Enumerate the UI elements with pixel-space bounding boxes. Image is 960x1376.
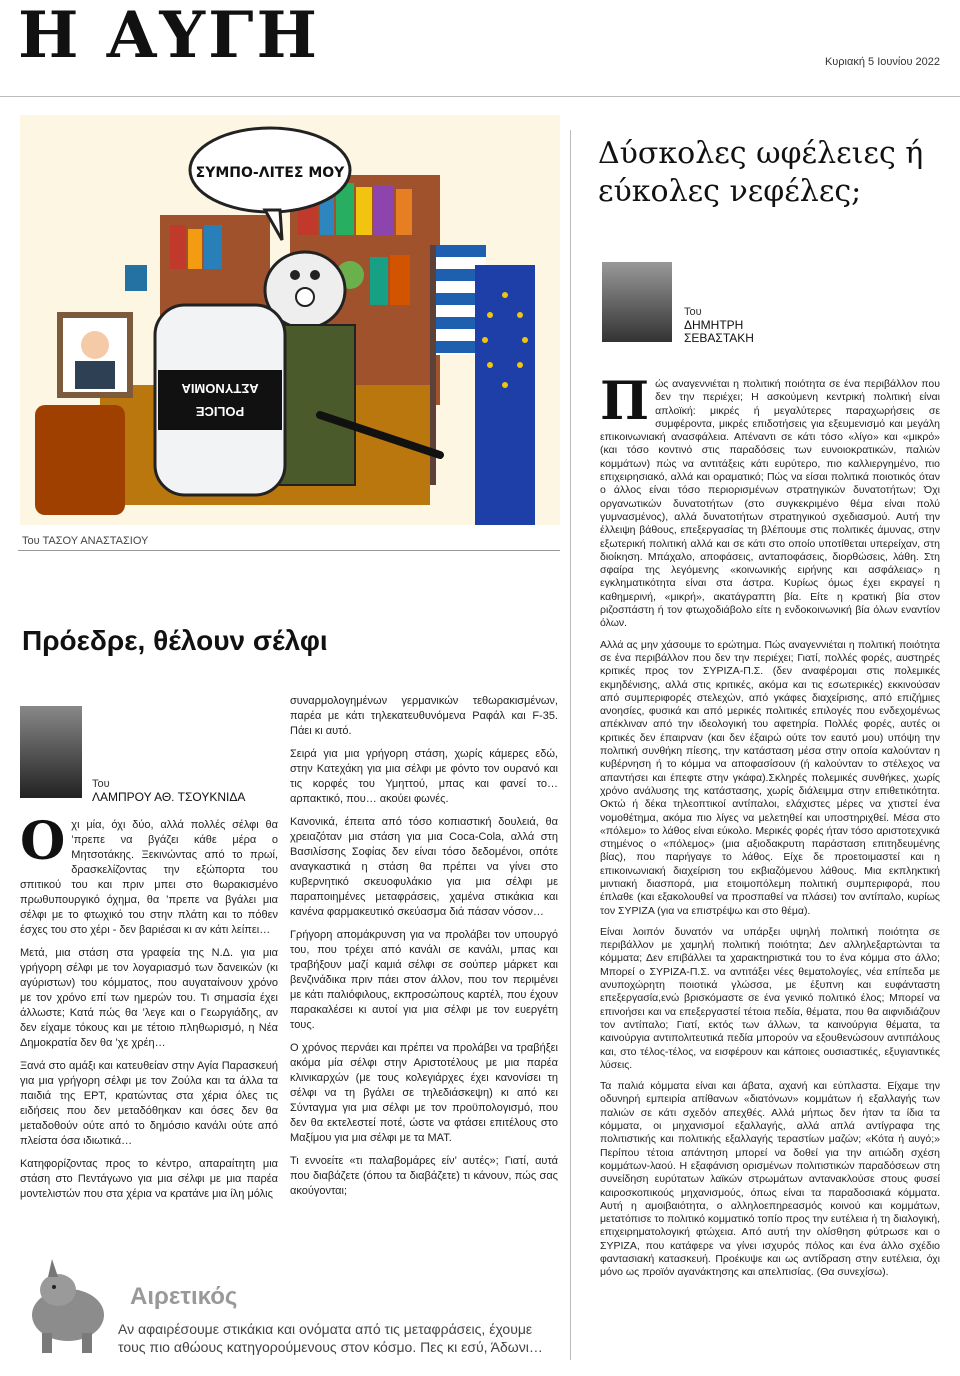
left-paragraph-1: Οχι μία, όχι δύο, αλλά πολλές σέλφι θα ’πρεπε να βγάζει κάθε μέρα ο Μητσοτάκης. Ξεκινώντας από το πρωί, δρασκελίζοντας την εξώπορτα του σπιτικού του και πριν μπει στο θωρακισμένο πρωθυπουργικό όχημα, θα ’πρεπε να βγάλει μια σέλφι με το φτωχικό του στην πλάτη και το πόθεν έσχες του στο χέρι - δεν βαριέσαι κι αν κάτι λείπει…	[20, 811, 278, 936]
left-paragraph-7: Κανονικά, έπειτα από τόσο κοπιαστική δουλειά, θα χρειαζόταν μια στάση για μια Coca-Cola, αλλά στη Βασιλίσσης Σοφίας δεν είναι τόσο δεδομένοι, οπότε αναγκαστικά η στάση θα πρέπει να γίνει στο κυβερνητικό σκευοφυλάκιο για μια σέλφι με παραποιημένες μεταφράσεις, χαμένα στικάκια και κανένα φαρμακευτικό σκεύασμα διά πάσαν νόσον…	[290, 816, 558, 918]
rhino-icon	[18, 1255, 114, 1355]
left-paragraph-8: Γρήγορη απομάκρυνση για να προλάβει τον υπουργό του, που τρέχει από κανάλι σε κανάλι, μπας και τραβήξουν μαζί καμιά σέλφι σε σούπερ μάρκετ και βενζινάδικα πριν πάει στον άλλον, που τον περιμένει με κάτι παλιόφιλους, εκπροσώπους καρτέλ, που έχουν παρακαλέσει κι αυτοί για μια σέλφι με τον ευεργέτη τους.	[290, 929, 558, 1031]
eu-flag	[475, 265, 535, 525]
armchair	[35, 405, 125, 515]
left-paragraph-5: συναρμολογημένων γερμανικών τεθωρακισμένων, παρέα με κάτι τηλεκατευθυνόμενα Ραφάλ και F-35. Πάει κι αυτό.	[290, 695, 558, 737]
author-photo-sevastakis	[602, 262, 672, 342]
police-shield	[155, 305, 285, 495]
drop-cap: Ο	[20, 811, 66, 872]
left-article-headline: Πρόεδρε, θέλουν σέλφι	[22, 625, 328, 656]
left-paragraph-4: Κατηφορίζοντας προς το κέντρο, απαραίτητη μια στάση στο Πεντάγωνο για μια σέλφι με μια παρέα μοντελιστών που στα χέρια να κρατάνε μια ίλη μόλις	[20, 1158, 278, 1200]
shield-text-police: POLICE	[195, 404, 245, 419]
shield-text-astynomia: ΑΣΤΥΝΟΜΙΑ	[181, 381, 259, 396]
masthead-divider	[0, 96, 960, 97]
mug	[125, 265, 147, 291]
right-paragraph-3: Είναι λοιπόν δυνατόν να υπάρξει υψηλή πολιτική ποιότητα σε περιβάλλον με χαμηλή πολιτική ποιότητα; Δεν αλληλεξαρτώνται τα κόμματα; Δεν επιβάλλει τα χαρακτηριστικά του το ένα κόμμα στο άλλο; Μπορεί ο ΣΥΡΙΖΑ-Π.Σ. να αντιτάξει νέες θεματολογίες, νέα επίπεδα με ανυποχώρητη ποιοτικά γλώσσα, με έξυπνη και ευφάνταστη επεξεργασία,ενώ βρισκόμαστε σε ένα γενικό πολιτικό έλος; Μπορεί να επινοήσει και να επεξεργαστεί τέτοια πεδία, θέματα, που θα αιφνιδιάζουν τον αντίπαλο; Γιατί, εκτός των άλλων, τα καινούργια θέματα, τα καινούργια αντιπολιτευτικά πεδία μπορούν να εξουθενώσουν αντιπάλους και, στο τέλος-τέλος, να εισφέρουν και κάποιες ουσιαστικές, εξυγιαντικές λύσεις.	[600, 925, 940, 1071]
speech-bubble-text: ΣΥΜΠΟ-ΛΙΤΕΣ ΜΟΥ	[195, 165, 345, 181]
right-paragraph-1: Πώς αναγεννιέται η πολιτική ποιότητα σε ένα περιβάλλον που δεν την περιέχει; Η ασκούμενη κεντρική πολιτική είναι απλοϊκή: μικρές ή μεγαλύτερες παραχωρήσεις σε συμφέροντα, μικρές επιδοτήσεις για εξευμενισμό και μεγάλη επικοινωνιακή ανασφάλεια. Απέναντι σε κάτι τόσο «λίγο» και «μικρό» (και τόσο κοντινό στις παραδόσεις των ευνοιοκρατικών, παλιών κομμάτων) πώς να αντιτάξεις κάτι ευρύτερο, πιο καλλιεργημένο, πιο επιχειρησιακό, αλλά και οραματικό; Πώς να είσαι πολιτικά ποιοτικός όταν ο άλλος είναι τόσο περιορισμένων στρατηγικών δυνατοτήτων; Όχι οργανωτικών δυνατοτήτων (στο συγκεκριμένο θέμα είναι πολύ γυμνασμένος), αλλά δυνατοτήτων στρατηγικού σχεδιασμού. Αυτή την έλλειψη βάθους, επεξεργασίας τη βλέπουμε στις πολιτικές άμυνας, στην εξωτερική πολιτική αλλά και σε κάτι στο οποίο υποτίθεται υπερείχαν, στη διοίκηση. Μπάχαλο, αποφάσεις, ανταποφάσεις, διορθώσεις, λάθη. Στη σφαίρα της λεγόμενης «κοινωνικής ειρήνης και ασφάλειας» η εγκληματικότητα είναι στα άστρα. Κυρίως όμως έχει εκραγεί η καθημερινή, «μικρή», ακατάγραπτη βία. Είτε η κρατική βία στον ριζοσπάστη ή τον φτωχοδιάβολο είτε η ενδοκοινωνική βία όλων εναντίον όλων.	[600, 371, 940, 630]
political-cartoon	[20, 115, 560, 525]
right-article-headline	[598, 135, 923, 211]
section-divider	[18, 550, 560, 551]
column-divider	[570, 130, 571, 1360]
sidebar-title: Αιρετικός	[130, 1283, 238, 1310]
right-paragraph-4: Τα παλιά κόμματα είναι και άβατα, αχανή και εύπλαστα. Είχαμε την οδυνηρή εμπειρία απίθανων «διατόνων» κομμάτων ή εξαλλαγής των παλιών σε κάτι σχεδόν απεχθές. Αλλά μήπως δεν ήταν τα ίδια τα κόμματα, οι μηχανισμοί εξαλλαγής, αλλά απλά αντίγραφα της πολιτιστικής και πολιτικής εξαλλαγής τεραστίων μαζών; «Κότα ή αυγό;» Περίπου τέτοια απάντηση μπορεί να δοθεί για την αιτιώδη σχέση κομμάτων-λαού. Η εξαφάνιση ορισμένων πολιτιστικών παραδόσεων στη συνείδηση ευρύτατων λαϊκών στρωμάτων αντανακλούσε στους φυσεί καιροσκοπικούς μηχανισμούς, όπως είναι τα παραδοσιακά κόμματα. Αυτή η αμοιβαιότητα, ο αλληλοεπηρεασμός κοινού και κομμάτων, μετατόπισε το πολιτικό κομματικό τοπίο προς την ευτέλεια ή τη διαλογική, επιχειρηματολογική φτώχεια. Από αυτή την ολίσθηση φύτρωσε και ο ΣΥΡΙΖΑ, που κατάφερε να γίνει ισχυρός πόλος και ένα άλλο σχέδιο φαντασιακή κατασκευή. Προέκυψε και ως αντίδραση στην ευτέλεια, όχι μόνο ως προϊόν αγανάκτησης και απελπισίας. (Θα συνεχίσω).	[600, 1080, 940, 1279]
left-paragraph-3: Ξανά στο αμάξι και κατευθείαν στην Αγία Παρασκευή για μια γρήγορη σέλφι με τον Ζούλα και τα άλλα τα παιδιά της ΕΡΤ, κρατώντας στα χέρια όλες τις ειδήσεις που δεν μεταδόθηκαν και όσες δεν θα μεταδοθούν ούτε από το δημόσιο κανάλι ούτε από πλείστα όσα ιδιωτικά…	[20, 1060, 278, 1147]
sidebar-text: Αν αφαιρέσουμε στικάκια και ονόματα από τις μεταφράσεις, έχουμε τους πιο αθώους κατηγορούμενους στον κόσμο. Πες κι εσύ, Άδωνι…	[118, 1321, 543, 1355]
masthead-title: Η ΑΥΓΗ	[18, 0, 320, 73]
left-paragraph-10: Τι εννοείτε «τι παλαβομάρες είν’ αυτές»; Γιατί, αυτά που διαβάζετε (όπου τα διαβάζετε) τι κάνουν, πώς σας ακούγονται;	[290, 1155, 558, 1197]
drop-cap: Π	[600, 371, 650, 432]
right-paragraph-2: Αλλά ας μην χάσουμε το ερώτημα. Πώς αναγεννιέται η πολιτική ποιότητα σε ένα περιβάλλον που δεν την περιέχει; Γιατί, πολλές φορές, αυστηρές κριτικές προς τον ΣΥΡΙΖΑ-Π.Σ. (δεν αναφέρομαι στις πολεμικές εκμηδένισης, αλλά στις κριτικές, ακόμα και τις εσωτερικές) εκκινούσαν από συμπεριφορές στελεχών, από γκάφες διαχείρισης, από επιζήμιες ανοησίες, φυσικά και από μερικές πολιτικές επιλογές που ενδεχομένως απέκλιναν από την ιδεολογική του αφετηρία. Πολλές φορές, αυτές οι κριτικές δεν έπαιρναν (και δεν έξαιρώ ούτε τον εαυτό μου) υπόψη την πολιτική συνθήκη πίεσης, την κατάσταση μέσα στην οποία καλούνταν η κυβέρνηση ή το κόμμα να αποφασίσουν (ή καλούνταν το στέλεχος να απαντήσει και έπεφτε στην γκάφα).Σκληρές πολεμικές συνθήκες, χωρίς χρόνο ανάλυσης της κατάστασης, χωρίς διάλειμμα στην επιθετικότητα. Οκτώ ή δέκα τηλεοπτικοί αντίπαλοι, ελάχιστες μέρες να χτιστεί ένα νομοθέτημα, ακόμα πιο λίγες να μελετηθεί και υποστηριχθεί. Μέσα στο «πόλεμο» το λάθος είναι εύκολο. Μερικές φορές ήταν τόσο αριστοτεχνικά στημένος ο «πόλεμος» (μια αξιοδακρυτη παράσταση επιτηδευμένης βίας), που παρήγαγε το λάθος. Είχε δε προετοιμαστεί και η επικοινωνιακή διαχείριση του εκβιαζόμενου λάθους. Μια εκπληκτική μιντιακή διασπορά, μια ετοιμοπόλεμη πολιτική συμπεριφορά, που έπλαθε (και εξακολουθεί να προσπαθεί να πλάσει) τον αντίπαλο, κυρίως τον ΣΥΡΙΖΑ (για να επιστρέψω και στο θέμα).	[600, 638, 940, 917]
byline-prefix: Του	[684, 306, 702, 318]
author-photo-tsoukninda	[20, 706, 82, 798]
issue-date: Κυριακή 5 Ιουνίου 2022	[824, 56, 940, 68]
byline-prefix: Του	[92, 778, 110, 790]
byline-author: ΛΑΜΠΡΟΥ ΑΘ. ΤΣΟΥΚΝΙΔΑ	[92, 789, 246, 804]
headline-line-2: εύκολες νεφέλες;	[598, 174, 862, 209]
left-paragraph-2: Μετά, μια στάση στα γραφεία της Ν.Δ. για μια γρήγορη σέλφι με τον λογαριασμό των δανεικών (κι αγύριστων) του κόμματος, που αυγαταίνουν χρόνο με τον χρόνο επί των ημερών του. Τι σημασία έχει άλλωστε; Κατά πώς θα ’λεγε και ο Γεωργιάδης, αν δεν είχαμε τόκους και με τέτοιο πληθωρισμό, η Νέα Δημοκρατία δεν θα ’χε χρέη…	[20, 947, 278, 1049]
cartoon-credit: Του ΤΑΣΟΥ ΑΝΑΣΤΑΣΙΟΥ	[22, 535, 149, 547]
left-byline	[92, 778, 245, 804]
left-paragraph-9: Ο χρόνος περνάει και πρέπει να προλάβει να τραβήξει ακόμα μία σέλφι στην Αριστοτέλους με μια παρέα κλινικαρχών (με τους κολεγιάρχες έχει κανονίσει τη σέλφι να τη βγάλει σε τηλεδιάσκεψη) κι από κει Σύνταγμα για μια σέλφι με τον προϋπολογισμό, που δεν θα εκτελεστεί ποτέ, ώστε να φτάσει επιτέλους στο Μαξίμου για μια σέλφι με τα ΜΑΤ.	[290, 1042, 558, 1144]
left-article-column-1	[20, 811, 278, 1210]
right-byline	[684, 306, 754, 346]
left-article-column-2	[290, 694, 558, 1207]
right-article-body	[600, 371, 940, 1288]
byline-author-last: ΣΕΒΑΣΤΑΚΗ	[684, 331, 754, 346]
byline-author-first: ΔΗΜΗΤΡΗ	[684, 317, 744, 332]
headline-line-1: Δύσκολες ωφέλειες ή	[598, 136, 924, 171]
left-paragraph-6: Σειρά για μια γρήγορη στάση, χωρίς κάμερες εδώ, στην Κατεχάκη για μια σέλφι με φόντο τον ουρανό και τις κορφές του Υμηττού, μπας και φανεί το… αρπακτικό, που… ακούει φωνές.	[290, 748, 558, 805]
